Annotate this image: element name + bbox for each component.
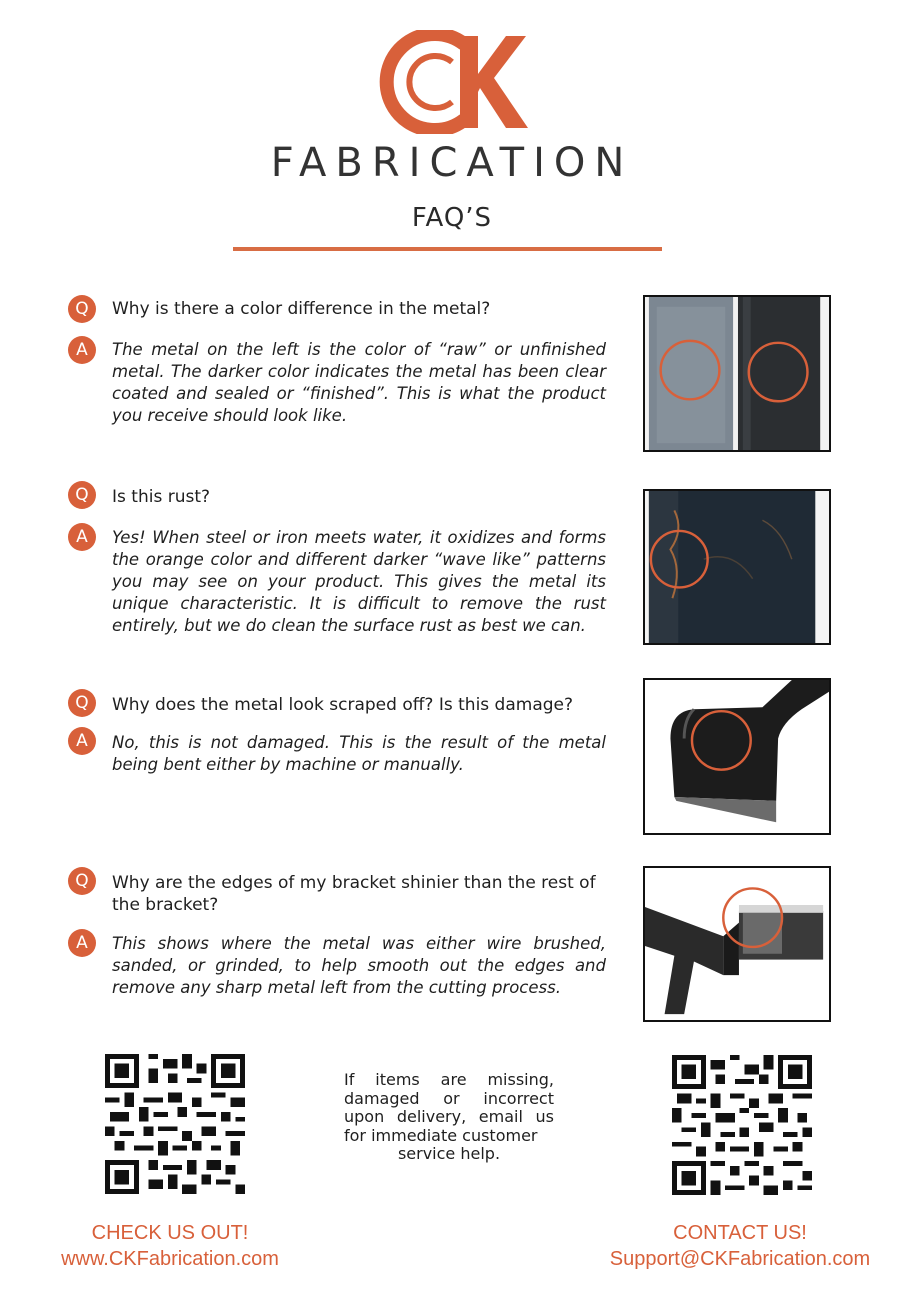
- header-divider: [233, 247, 662, 251]
- answer-badge: A: [68, 727, 96, 755]
- answer-badge: A: [68, 929, 96, 957]
- faq-question: Why does the metal look scraped off? Is this damage?: [112, 695, 574, 715]
- contact-qr-code[interactable]: [672, 1055, 812, 1195]
- question-badge: Q: [68, 867, 96, 895]
- contact-cta-heading: CONTACT US!: [673, 1222, 807, 1244]
- note-text-last: service help.: [397, 1144, 501, 1163]
- question-badge: Q: [68, 295, 96, 323]
- bracket-edge-photo: [643, 866, 831, 1022]
- faq-answer: Yes! When steel or iron meets water, it oxidizes and forms the orange color and different darker “wave like” patterns you may see on your product. This gives the metal its unique characteristic. It is difficult to remove the rust entirely, but we do clean the surface rust as best we can.: [112, 528, 606, 635]
- note-text: If items are missing, damaged or incorrect upon delivery, email us for immediate customer: [344, 1070, 554, 1145]
- answer-badge: A: [68, 523, 96, 551]
- website-cta-heading: CHECK US OUT!: [91, 1222, 249, 1244]
- question-badge: Q: [68, 481, 96, 509]
- faq-answer: The metal on the left is the color of “raw” or unfinished metal. The darker color indicates the metal has been clear coated and sealed or “finished”. This is what the product you receive should look like.: [112, 340, 606, 425]
- raw-vs-finished-metal-photo: [643, 295, 831, 452]
- faq-question: Why are the edges of my bracket shinier than the rest of the bracket?: [112, 873, 596, 915]
- website-link[interactable]: www.CKFabrication.com: [61, 1248, 279, 1270]
- faq-answer: No, this is not damaged. This is the result of the metal being bent either by machine or manually.: [112, 733, 606, 774]
- faq-answer: This shows where the metal was either wire brushed, sanded, or grinded, to help smooth out the edges and remove any sharp metal left from the cutting process.: [112, 934, 606, 997]
- answer-badge: A: [68, 336, 96, 364]
- website-cta: [40, 1220, 300, 1272]
- question-badge: Q: [68, 689, 96, 717]
- website-qr-code[interactable]: [105, 1054, 245, 1194]
- brand-name: FABRICATION: [270, 140, 634, 186]
- rust-metal-photo: [643, 489, 831, 645]
- page-title: FAQ’S: [411, 203, 493, 233]
- faq-question: Why is there a color difference in the metal?: [112, 299, 491, 319]
- support-email-link[interactable]: Support@CKFabrication.com: [609, 1248, 871, 1270]
- missing-items-note: [344, 1071, 554, 1164]
- ck-logo: [368, 30, 538, 134]
- faq-question: Is this rust?: [112, 487, 211, 507]
- bent-metal-photo: [643, 678, 831, 835]
- contact-cta: [594, 1220, 886, 1272]
